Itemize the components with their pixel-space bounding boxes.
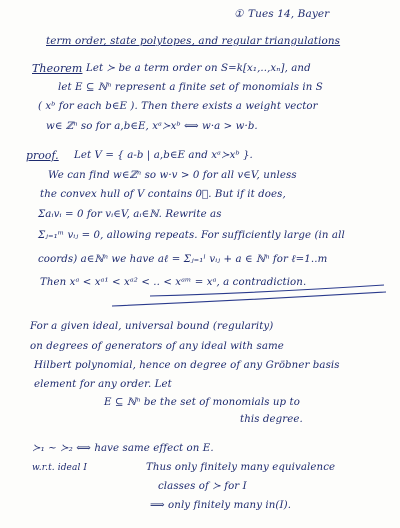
- proof-line: We can find w∈ℤⁿ so w·v > 0 for all v∈V, unless: [48, 170, 297, 181]
- theorem-label: Theorem: [32, 62, 83, 75]
- remark-line: Thus only finitely many equivalence: [146, 462, 336, 473]
- theorem-line: let E ⊆ ℕⁿ represent a finite set of monomials in S: [58, 82, 323, 93]
- remark-line: classes of ≻ for I: [158, 481, 247, 492]
- remark-line: For a given ideal, universal bound (regularity): [30, 321, 274, 332]
- theorem-line: Let ≻ be a term order on S=k[x₁,..,xₙ], and: [86, 63, 311, 74]
- proof-line: Then xᵃ < xᵃ¹ < xᵃ² < .. < xᵃᵐ = xᵃ, a contradiction.: [40, 277, 307, 288]
- remark-note: w.r.t. ideal I: [32, 463, 88, 473]
- proof-line: the convex hull of V contains 0⃗. But if it does,: [40, 189, 286, 200]
- remark-line: Hilbert polynomial, hence on degree of any Gröbner basis: [34, 360, 340, 371]
- date-author: Tues 14, Bayer: [248, 8, 330, 20]
- proof-line: Σⱼ₌₁ᵐ vᵢⱼ = 0, allowing repeats. For sufficiently large (in all: [38, 230, 345, 241]
- theorem-line: w∈ ℤⁿ so for a,b∈E, xᵃ≻xᵇ ⟺ w·a > w·b.: [46, 121, 258, 132]
- remark-line: ⟹ only finitely many in(I).: [150, 500, 292, 511]
- remark-line: E ⊆ ℕⁿ be the set of monomials up to: [104, 397, 300, 408]
- remark-line: element for any order. Let: [34, 379, 172, 390]
- page-number: ①: [234, 8, 244, 20]
- proof-label: proof.: [26, 149, 59, 162]
- proof-line: Let V = { a-b | a,b∈E and xᵃ≻xᵇ }.: [74, 150, 253, 161]
- page-title: term order, state polytopes, and regular triangulations: [46, 35, 341, 47]
- remark-line: ≻₁ ~ ≻₂ ⟺ have same effect on E.: [32, 443, 214, 454]
- proof-line: Σaᵢvᵢ = 0 for vᵢ∈V, aᵢ∈ℕ. Rewrite as: [38, 209, 222, 220]
- proof-line: coords) a∈ℕⁿ we have aℓ = Σⱼ₌₁ˡ vᵢⱼ + a ∈ ℕⁿ for ℓ=1..m: [38, 254, 328, 265]
- theorem-line: ( xᵇ for each b∈E ). Then there exists a weight vector: [38, 101, 318, 112]
- remark-line: on degrees of generators of any ideal with same: [30, 341, 284, 352]
- remark-line: this degree.: [240, 414, 303, 425]
